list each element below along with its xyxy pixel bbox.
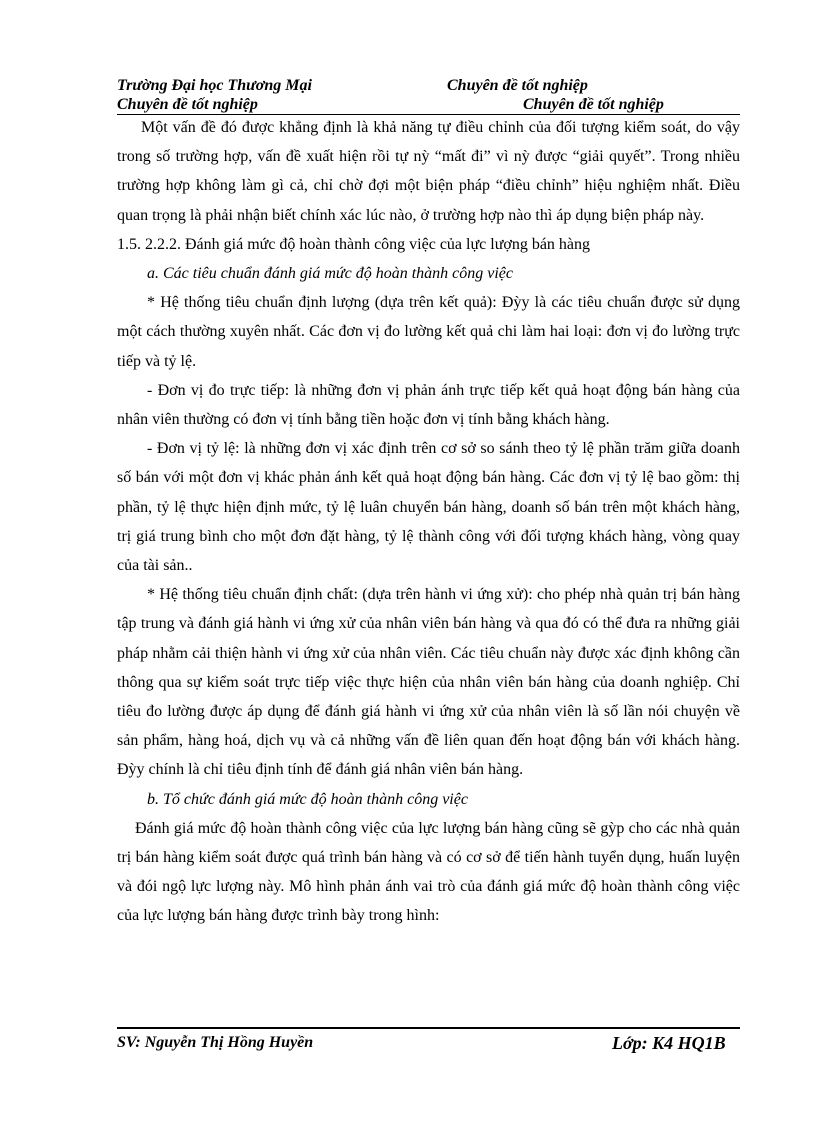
paragraph-2: * Hệ thống tiêu chuẩn định lượng (dựa trên kết quả): Đỳy là các tiêu chuẩn được sử dụng một cách thường xuyên nhất. Các đơn vị đo lường kết quả chi làm hai loại: đơn vị đo lường trực tiếp và tỷ lệ. (117, 294, 740, 370)
header-school-name: Trường Đại học Thương Mại (117, 77, 312, 94)
footer-class: Lớp: K4 HQ1B (612, 1033, 726, 1053)
header-title-left-2: Chuyên đề tốt nghiệp (117, 96, 258, 113)
paragraph-6: Đánh giá mức độ hoàn thành công việc của lực lượng bán hàng cũng sẽ gỳp cho các nhà quản trị bán hàng kiểm soát được quá trình bán hàng và có cơ sở để tiến hành tuyển dụng, huấn luyện và đói ngộ lực lượng này. Mô hình phản ánh vai trò của đánh giá mức độ hoàn thành công việc của lực lượng bán hàng được trình bày trong hình: (117, 819, 740, 925)
footer-rule (117, 1027, 740, 1029)
paragraph-3: - Đơn vị đo trực tiếp: là những đơn vị phản ánh trực tiếp kết quả hoạt động bán hàng của nhân viên thường có đơn vị tính bằng tiền hoặc đơn vị tính bằng khách hàng. (117, 381, 740, 429)
subheading-b: b. Tổ chức đánh giá mức độ hoàn thành công việc (147, 790, 468, 808)
paragraph-1: Một vấn đề đó được khẳng định là khả năng tự điều chỉnh của đối tượng kiểm soát, do vậy trong số trường hợp, vấn đề xuất hiện rồi tự nỳ “mất đi” vì nỳ được “giải quyết”. Trong nhiều trường hợp không làm gì cả, chỉ chờ đợi một biện pháp “điều chỉnh” hiệu nghiệm nhất. Điều quan trọng là phải nhận biết chính xác lúc nào, ở trường hợp nào thì áp dụng biện pháp này. (117, 119, 740, 224)
subheading-a: a. Các tiêu chuẩn đánh giá mức độ hoàn thành công việc (147, 265, 513, 283)
paragraph-5: * Hệ thống tiêu chuẩn định chất: (dựa trên hành vi ứng xử): cho phép nhà quản trị bán hàng tập trung và đánh giá hành vi ứng xử của nhân viên bán hàng và qua đó có thể đưa ra những giải pháp nhằm cải thiện hành vi ứng xử của nhân viên. Các tiêu chuẩn này được xác định không cần thông qua sự kiểm soát trực tiếp việc thực hiện của nhân viên bán hàng của doanh nghiệp. Chỉ tiêu đo lường được áp dụng để đánh giá hành vi ứng xử của nhân viên là số lần nói chuyện về sản phẩm, hàng hoá, dịch vụ và cả những vấn đề liên quan đến hoạt động bán với khách hàng. Đỳy chính là chỉ tiêu định tính để đánh giá nhân viên bán hàng. (117, 586, 740, 779)
document-body (117, 113, 740, 931)
header-title-right-1: Chuyên đề tốt nghiệp (447, 77, 588, 94)
section-heading: 1.5. 2.2.2. Đánh giá mức độ hoàn thành công việc của lực lượng bán hàng (117, 235, 591, 253)
header-title-right-2: Chuyên đề tốt nghiệp (523, 96, 664, 113)
footer-student-name: SV: Nguyễn Thị Hồng Huyền (117, 1034, 314, 1051)
paragraph-4: - Đơn vị tỷ lệ: là những đơn vị xác định trên cơ sở so sánh theo tỷ lệ phần trăm giữa doanh số bán với một đơn vị khác phản ánh kết quả hoạt động bán hàng. Các đơn vị tỷ lệ bao gồm: thị phần, tỷ lệ thực hiện định mức, tỷ lệ luân chuyển bán hàng, doanh số bán trên một khách hàng, trị giá trung bình cho một đơn đặt hàng, tỷ lệ thành công với đối tượng khách hàng, vòng quay của tài sản.. (117, 440, 740, 575)
